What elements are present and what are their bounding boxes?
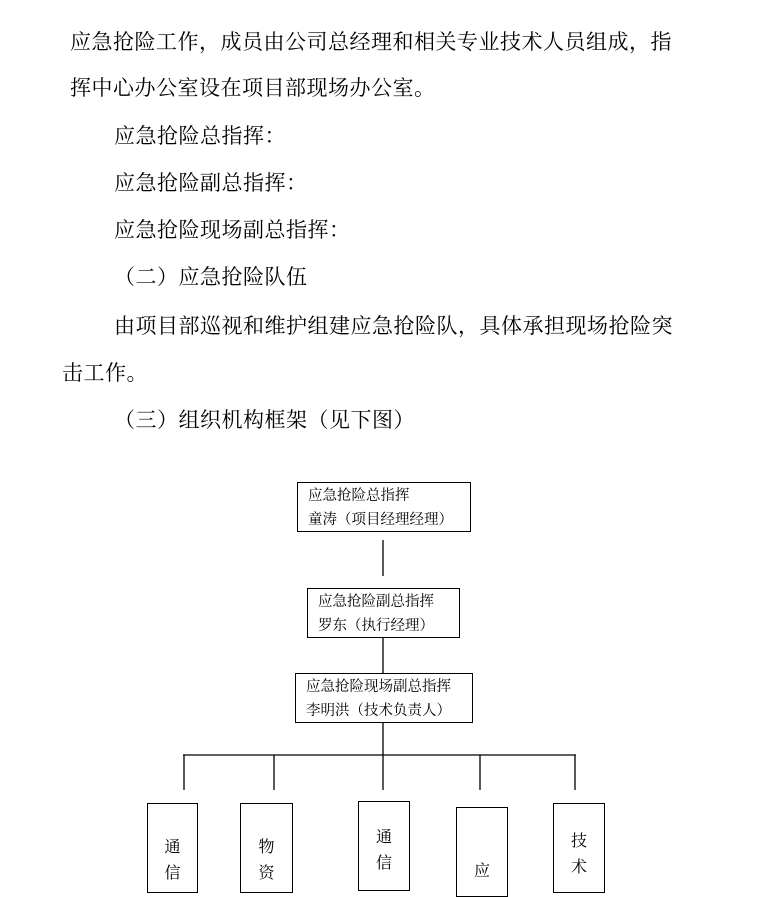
org-box-deputy-commander — [307, 588, 460, 638]
org-box-chief-title: 应急抢险总指挥 — [308, 488, 410, 504]
paragraph-2-line-2: 击工作。 — [62, 361, 148, 385]
team-box-1 — [147, 803, 198, 893]
section-2-heading: （二）应急抢险队伍 — [114, 265, 308, 289]
paragraph-1-line-2: 挥中心办公室设在项目部现场办公室。 — [70, 76, 436, 100]
team-box-4 — [456, 807, 508, 897]
org-box-site-deputy-commander — [295, 673, 473, 723]
team-box-2-label: 物资 — [258, 837, 275, 882]
org-box-site-deputy-person: 李明洪（技术负责人） — [306, 703, 451, 719]
team-box-1-label: 通信 — [164, 837, 181, 882]
deputy-commander-line: 应急抢险副总指挥： — [114, 171, 308, 195]
paragraph-1-line-1: 应急抢险工作，成员由公司总经理和相关专业技术人员组成，指 — [70, 30, 672, 54]
org-box-chief-commander — [297, 482, 471, 532]
team-box-5-label: 技术 — [570, 831, 587, 876]
org-box-chief-person: 童涛（项目经理经理） — [308, 512, 453, 528]
org-box-site-deputy-title: 应急抢险现场副总指挥 — [306, 679, 451, 695]
org-box-deputy-person: 罗东（执行经理） — [318, 618, 434, 634]
chief-commander-line: 应急抢险总指挥： — [114, 124, 286, 148]
site-deputy-commander-line: 应急抢险现场副总指挥： — [114, 218, 351, 242]
team-box-2 — [240, 803, 293, 893]
paragraph-2-line-1: 由项目部巡视和维护组建应急抢险队，具体承担现场抢险突 — [114, 314, 673, 338]
team-box-3 — [358, 801, 410, 891]
team-box-3-label: 通信 — [375, 827, 392, 872]
team-box-5 — [553, 803, 605, 893]
team-box-4-label: 应 — [473, 861, 490, 880]
org-box-deputy-title: 应急抢险副总指挥 — [318, 594, 434, 610]
section-3-heading: （三）组织机构框架（见下图） — [114, 408, 415, 432]
